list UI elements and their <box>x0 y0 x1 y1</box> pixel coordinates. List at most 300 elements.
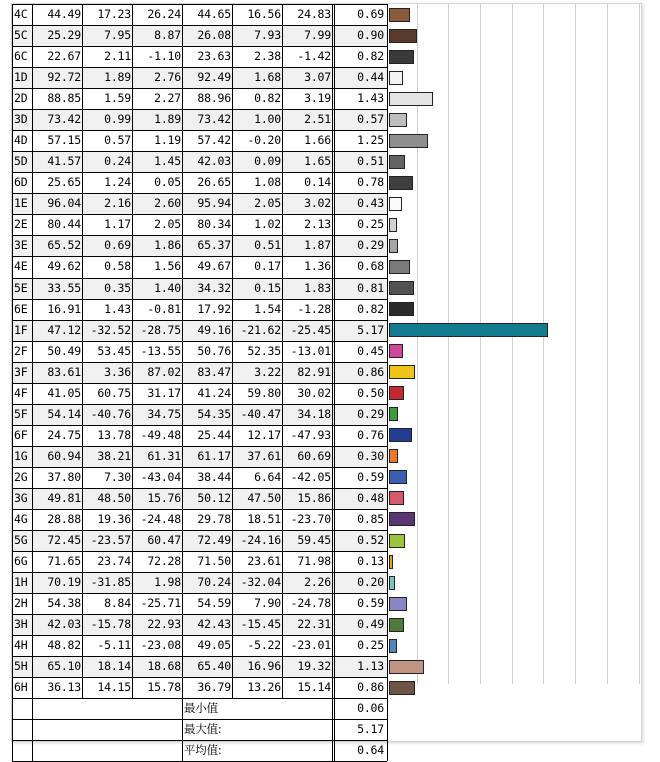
chart-gridline <box>448 4 449 684</box>
delta-e-bar <box>389 660 424 674</box>
value-cell: -28.75 <box>140 322 181 337</box>
patch-id: 3G <box>14 490 28 505</box>
value-cell: 59.45 <box>297 533 331 547</box>
row-rule <box>12 740 387 741</box>
value-cell: 65.10 <box>47 659 81 674</box>
value-cell: 22.67 <box>47 49 81 64</box>
row-rule <box>12 193 387 194</box>
value-cell: 24.75 <box>47 427 81 442</box>
summary-label: 最小值 <box>184 701 218 716</box>
patch-id: 6C <box>14 49 28 64</box>
value-cell: 70.19 <box>47 575 81 590</box>
value-cell: 60.75 <box>97 385 131 400</box>
value-cell: 15.14 <box>297 680 331 695</box>
value-cell: 17.92 <box>197 301 231 316</box>
value-cell: 14.15 <box>97 680 131 695</box>
delta-e-cell: 0.29 <box>357 406 384 421</box>
delta-e-bar <box>389 92 433 106</box>
row-rule <box>12 299 387 300</box>
row-rule <box>12 278 387 279</box>
value-cell: 15.86 <box>297 490 331 505</box>
delta-e-bar <box>389 239 398 253</box>
value-cell: -32.52 <box>90 322 131 337</box>
value-cell: 1.54 <box>254 301 281 316</box>
patch-id: 6F <box>14 427 28 442</box>
delta-e-bar <box>389 176 413 190</box>
value-cell: 57.15 <box>47 133 81 148</box>
value-cell: -31.85 <box>90 575 131 590</box>
delta-e-cell: 0.44 <box>357 70 384 85</box>
value-cell: 1.89 <box>154 112 181 127</box>
value-cell: -32.04 <box>240 575 281 590</box>
patch-id: 5H <box>14 659 28 674</box>
value-cell: 72.49 <box>197 533 231 547</box>
value-cell: 71.65 <box>47 554 81 569</box>
value-cell: 80.34 <box>197 217 231 232</box>
delta-e-bar <box>389 681 415 695</box>
value-cell: 25.44 <box>197 427 231 442</box>
patch-id: 5C <box>14 28 28 43</box>
value-cell: 25.65 <box>47 175 81 190</box>
value-cell: 44.49 <box>47 7 81 21</box>
value-cell: 3.07 <box>304 70 331 85</box>
delta-e-bar <box>389 407 398 421</box>
value-cell: 26.24 <box>147 7 181 21</box>
patch-id: 4G <box>14 511 28 526</box>
delta-e-bar <box>389 197 402 211</box>
row-rule <box>12 130 387 131</box>
value-cell: 26.65 <box>197 175 231 190</box>
value-cell: 1.68 <box>254 70 281 85</box>
value-cell: 3.02 <box>304 196 331 211</box>
value-cell: 60.69 <box>297 448 331 463</box>
value-cell: 1.00 <box>254 112 281 127</box>
column-rule <box>232 4 233 698</box>
row-rule <box>12 4 387 5</box>
value-cell: 15.76 <box>147 490 181 505</box>
value-cell: 59.80 <box>247 385 281 400</box>
value-cell: 73.42 <box>197 112 231 127</box>
row-rule <box>12 467 387 468</box>
value-cell: 15.78 <box>147 680 181 695</box>
value-cell: -13.55 <box>140 343 181 358</box>
row-rule <box>12 88 387 89</box>
value-cell: 0.09 <box>254 154 281 169</box>
value-cell: 7.90 <box>254 596 281 611</box>
row-rule <box>12 383 387 384</box>
delta-e-bar <box>389 302 414 316</box>
value-cell: 0.17 <box>254 259 281 274</box>
value-cell: 37.61 <box>247 448 281 463</box>
value-cell: 41.05 <box>47 385 81 400</box>
value-cell: -25.45 <box>290 322 331 337</box>
value-cell: 2.60 <box>154 196 181 211</box>
delta-e-cell: 0.82 <box>357 301 384 316</box>
value-cell: 34.75 <box>147 406 181 421</box>
delta-e-cell: 0.69 <box>357 7 384 21</box>
delta-e-bar <box>389 218 397 232</box>
row-rule <box>12 67 387 68</box>
delta-e-cell: 0.82 <box>357 49 384 64</box>
value-cell: 0.05 <box>154 175 181 190</box>
chart-gridline <box>417 4 418 684</box>
value-cell: 2.13 <box>304 217 331 232</box>
value-cell: 1.66 <box>304 133 331 148</box>
value-cell: 13.26 <box>247 680 281 695</box>
value-cell: 8.87 <box>154 28 181 43</box>
value-cell: 22.31 <box>297 617 331 632</box>
value-cell: 7.93 <box>254 28 281 43</box>
value-cell: 0.99 <box>104 112 131 127</box>
value-cell: 23.63 <box>197 49 231 64</box>
value-cell: 83.47 <box>197 364 231 379</box>
value-cell: 60.47 <box>147 533 181 547</box>
value-cell: 73.42 <box>47 112 81 127</box>
delta-e-bar <box>389 29 417 43</box>
value-cell: 2.27 <box>154 91 181 106</box>
row-rule <box>12 572 387 573</box>
row-rule <box>12 425 387 426</box>
value-cell: 42.43 <box>197 617 231 632</box>
value-cell: -24.16 <box>240 533 281 547</box>
column-rule <box>182 4 183 761</box>
delta-e-bar <box>389 344 403 358</box>
value-cell: 34.32 <box>197 280 231 295</box>
delta-e-bar <box>389 155 405 169</box>
value-cell: 2.16 <box>104 196 131 211</box>
column-rule <box>132 4 133 698</box>
value-cell: 72.28 <box>147 554 181 569</box>
value-cell: 61.31 <box>147 448 181 463</box>
value-cell: 0.69 <box>104 238 131 253</box>
value-cell: 18.68 <box>147 659 181 674</box>
value-cell: 1.89 <box>104 70 131 85</box>
value-cell: 37.80 <box>47 469 81 484</box>
value-cell: 1.56 <box>154 259 181 274</box>
value-cell: -23.57 <box>90 533 131 547</box>
value-cell: 49.62 <box>47 259 81 274</box>
patch-id: 1D <box>14 70 28 85</box>
delta-e-cell: 0.20 <box>357 575 384 590</box>
value-cell: 18.51 <box>247 511 281 526</box>
value-cell: 36.13 <box>47 680 81 695</box>
delta-e-cell: 0.81 <box>357 280 384 295</box>
value-cell: 41.24 <box>197 385 231 400</box>
value-cell: 19.36 <box>97 511 131 526</box>
delta-e-bar <box>389 597 407 611</box>
value-cell: 31.17 <box>147 385 181 400</box>
value-cell: 87.02 <box>147 364 181 379</box>
delta-e-cell: 0.48 <box>357 490 384 505</box>
value-cell: 3.19 <box>304 91 331 106</box>
delta-e-cell: 0.86 <box>357 364 384 379</box>
patch-id: 1F <box>14 322 28 337</box>
value-cell: -49.48 <box>140 427 181 442</box>
value-cell: 13.78 <box>97 427 131 442</box>
delta-e-cell: 0.30 <box>357 448 384 463</box>
delta-e-bar <box>389 323 548 337</box>
value-cell: 38.44 <box>197 469 231 484</box>
patch-id: 4D <box>14 133 28 148</box>
value-cell: 2.76 <box>154 70 181 85</box>
patch-id: 5G <box>14 533 28 547</box>
value-cell: 17.23 <box>97 7 131 21</box>
value-cell: 49.67 <box>197 259 231 274</box>
value-cell: 88.85 <box>47 91 81 106</box>
value-cell: 0.51 <box>254 238 281 253</box>
value-cell: 0.14 <box>304 175 331 190</box>
value-cell: 3.22 <box>254 364 281 379</box>
value-cell: 1.17 <box>104 217 131 232</box>
delta-e-bar <box>389 260 410 274</box>
column-rule <box>282 4 283 698</box>
delta-e-bar <box>389 618 404 632</box>
delta-e-cell: 0.76 <box>357 427 384 442</box>
value-cell: 1.19 <box>154 133 181 148</box>
row-rule <box>12 46 387 47</box>
value-cell: 50.76 <box>197 343 231 358</box>
value-cell: 23.61 <box>247 554 281 569</box>
value-cell: 72.45 <box>47 533 81 547</box>
value-cell: -43.04 <box>140 469 181 484</box>
value-cell: 80.44 <box>47 217 81 232</box>
value-cell: 70.24 <box>197 575 231 590</box>
value-cell: 2.26 <box>304 575 331 590</box>
value-cell: 57.42 <box>197 133 231 148</box>
value-cell: 22.93 <box>147 617 181 632</box>
patch-id: 3F <box>14 364 28 379</box>
value-cell: -47.93 <box>290 427 331 442</box>
row-rule <box>12 109 387 110</box>
value-cell: 1.65 <box>304 154 331 169</box>
row-rule <box>12 656 387 657</box>
value-cell: 54.38 <box>47 596 81 611</box>
row-rule <box>12 488 387 489</box>
patch-id: 5F <box>14 406 28 421</box>
value-cell: -5.22 <box>247 638 281 653</box>
delta-e-cell: 0.52 <box>357 533 384 547</box>
row-rule <box>12 25 387 26</box>
value-cell: 1.45 <box>154 154 181 169</box>
value-cell: 96.04 <box>47 196 81 211</box>
value-cell: 83.61 <box>47 364 81 379</box>
row-rule <box>12 172 387 173</box>
row-rule <box>12 320 387 321</box>
row-rule <box>12 593 387 594</box>
value-cell: 7.30 <box>104 469 131 484</box>
value-cell: 0.24 <box>104 154 131 169</box>
patch-id: 6G <box>14 554 28 569</box>
summary-value: 0.64 <box>357 743 384 758</box>
summary-label: 最大值: <box>184 722 222 737</box>
delta-e-bar <box>389 639 397 653</box>
value-cell: 71.50 <box>197 554 231 569</box>
value-cell: 18.14 <box>97 659 131 674</box>
value-cell: 44.65 <box>197 7 231 21</box>
value-cell: -23.70 <box>290 511 331 526</box>
value-cell: 26.08 <box>197 28 231 43</box>
value-cell: 52.35 <box>247 343 281 358</box>
patch-id: 6H <box>14 680 28 695</box>
document-page <box>11 3 642 758</box>
value-cell: -21.62 <box>240 322 281 337</box>
column-rule <box>12 4 13 761</box>
value-cell: 92.72 <box>47 70 81 85</box>
value-cell: 50.12 <box>197 490 231 505</box>
delta-e-cell: 0.25 <box>357 217 384 232</box>
row-rule <box>12 530 387 531</box>
delta-e-bar <box>389 449 398 463</box>
patch-id: 4H <box>14 638 28 653</box>
delta-e-cell: 0.45 <box>357 343 384 358</box>
value-cell: 54.59 <box>197 596 231 611</box>
value-cell: -24.48 <box>140 511 181 526</box>
value-cell: 60.94 <box>47 448 81 463</box>
patch-id: 6D <box>14 175 28 190</box>
delta-e-cell: 1.43 <box>357 91 384 106</box>
value-cell: 2.05 <box>254 196 281 211</box>
chart-gridline <box>575 4 576 684</box>
patch-id: 6E <box>14 301 28 316</box>
value-cell: 3.36 <box>104 364 131 379</box>
delta-e-bar <box>389 50 414 64</box>
column-rule <box>387 4 388 761</box>
value-cell: 1.59 <box>104 91 131 106</box>
value-cell: 1.08 <box>254 175 281 190</box>
chart-gridline <box>607 4 608 684</box>
delta-e-cell: 0.50 <box>357 385 384 400</box>
delta-e-bar <box>389 365 415 379</box>
value-cell: 1.98 <box>154 575 181 590</box>
value-cell: 54.14 <box>47 406 81 421</box>
value-cell: 34.18 <box>297 406 331 421</box>
value-cell: -23.01 <box>290 638 331 653</box>
delta-e-bar <box>389 576 395 590</box>
value-cell: 23.74 <box>97 554 131 569</box>
value-cell: 0.57 <box>104 133 131 148</box>
value-cell: -0.81 <box>147 301 181 316</box>
value-cell: 19.32 <box>297 659 331 674</box>
value-cell: 2.05 <box>154 217 181 232</box>
value-cell: 38.21 <box>97 448 131 463</box>
patch-id: 2F <box>14 343 28 358</box>
value-cell: -24.78 <box>290 596 331 611</box>
value-cell: 95.94 <box>197 196 231 211</box>
value-cell: 25.29 <box>47 28 81 43</box>
delta-e-bar <box>389 534 405 548</box>
value-cell: 33.55 <box>47 280 81 295</box>
value-cell: -1.10 <box>147 49 181 64</box>
delta-e-cell: 0.78 <box>357 175 384 190</box>
value-cell: 6.64 <box>254 469 281 484</box>
value-cell: 8.84 <box>104 596 131 611</box>
value-cell: 48.50 <box>97 490 131 505</box>
value-cell: 36.79 <box>197 680 231 695</box>
patch-id: 1E <box>14 196 28 211</box>
delta-e-bar <box>389 555 393 569</box>
patch-id: 3E <box>14 238 28 253</box>
value-cell: 49.16 <box>197 322 231 337</box>
value-cell: 1.24 <box>104 175 131 190</box>
value-cell: 49.05 <box>197 638 231 653</box>
delta-e-cell: 0.86 <box>357 680 384 695</box>
value-cell: 49.81 <box>47 490 81 505</box>
patch-id: 1H <box>14 575 28 590</box>
row-rule <box>12 551 387 552</box>
delta-e-bar <box>389 281 414 295</box>
delta-e-bar <box>389 8 410 22</box>
value-cell: 47.50 <box>247 490 281 505</box>
row-rule <box>12 446 387 447</box>
summary-value: 5.17 <box>357 722 384 737</box>
value-cell: 0.15 <box>254 280 281 295</box>
value-cell: 12.17 <box>247 427 281 442</box>
value-cell: 65.52 <box>47 238 81 253</box>
value-cell: -5.11 <box>97 638 131 653</box>
patch-id: 4C <box>14 7 28 21</box>
value-cell: -15.78 <box>90 617 131 632</box>
value-cell: 50.49 <box>47 343 81 358</box>
value-cell: 0.35 <box>104 280 131 295</box>
value-cell: 16.91 <box>47 301 81 316</box>
delta-e-bar <box>389 134 428 148</box>
delta-e-cell: 0.85 <box>357 511 384 526</box>
row-rule <box>12 698 387 699</box>
patch-id: 1G <box>14 448 28 463</box>
value-cell: 42.03 <box>47 617 81 632</box>
row-rule <box>12 614 387 615</box>
patch-id: 5E <box>14 280 28 295</box>
value-cell: -25.71 <box>140 596 181 611</box>
value-cell: 29.78 <box>197 511 231 526</box>
delta-e-cell: 0.13 <box>357 554 384 569</box>
value-cell: 65.40 <box>197 659 231 674</box>
value-cell: -40.47 <box>240 406 281 421</box>
row-rule <box>12 235 387 236</box>
delta-e-cell: 0.59 <box>357 596 384 611</box>
column-rule <box>332 4 333 761</box>
column-rule <box>32 4 33 761</box>
delta-e-cell: 0.43 <box>357 196 384 211</box>
value-cell: 1.83 <box>304 280 331 295</box>
row-rule <box>12 256 387 257</box>
value-cell: 88.96 <box>197 91 231 106</box>
value-cell: -1.42 <box>297 49 331 64</box>
value-cell: 7.95 <box>104 28 131 43</box>
delta-e-cell: 0.25 <box>357 638 384 653</box>
value-cell: -1.28 <box>297 301 331 316</box>
delta-e-bar <box>389 71 403 85</box>
chart-gridline <box>480 4 481 684</box>
row-rule <box>12 214 387 215</box>
column-rule <box>334 4 335 761</box>
value-cell: 1.36 <box>304 259 331 274</box>
patch-id: 5D <box>14 154 28 169</box>
chart-gridline <box>543 4 544 684</box>
delta-e-cell: 0.68 <box>357 259 384 274</box>
value-cell: 54.35 <box>197 406 231 421</box>
value-cell: -40.76 <box>90 406 131 421</box>
value-cell: 30.02 <box>297 385 331 400</box>
value-cell: 48.82 <box>47 638 81 653</box>
value-cell: -15.45 <box>240 617 281 632</box>
row-rule <box>12 151 387 152</box>
value-cell: 2.38 <box>254 49 281 64</box>
row-rule <box>12 635 387 636</box>
delta-e-cell: 0.49 <box>357 617 384 632</box>
value-cell: 16.56 <box>247 7 281 21</box>
patch-id: 3D <box>14 112 28 127</box>
